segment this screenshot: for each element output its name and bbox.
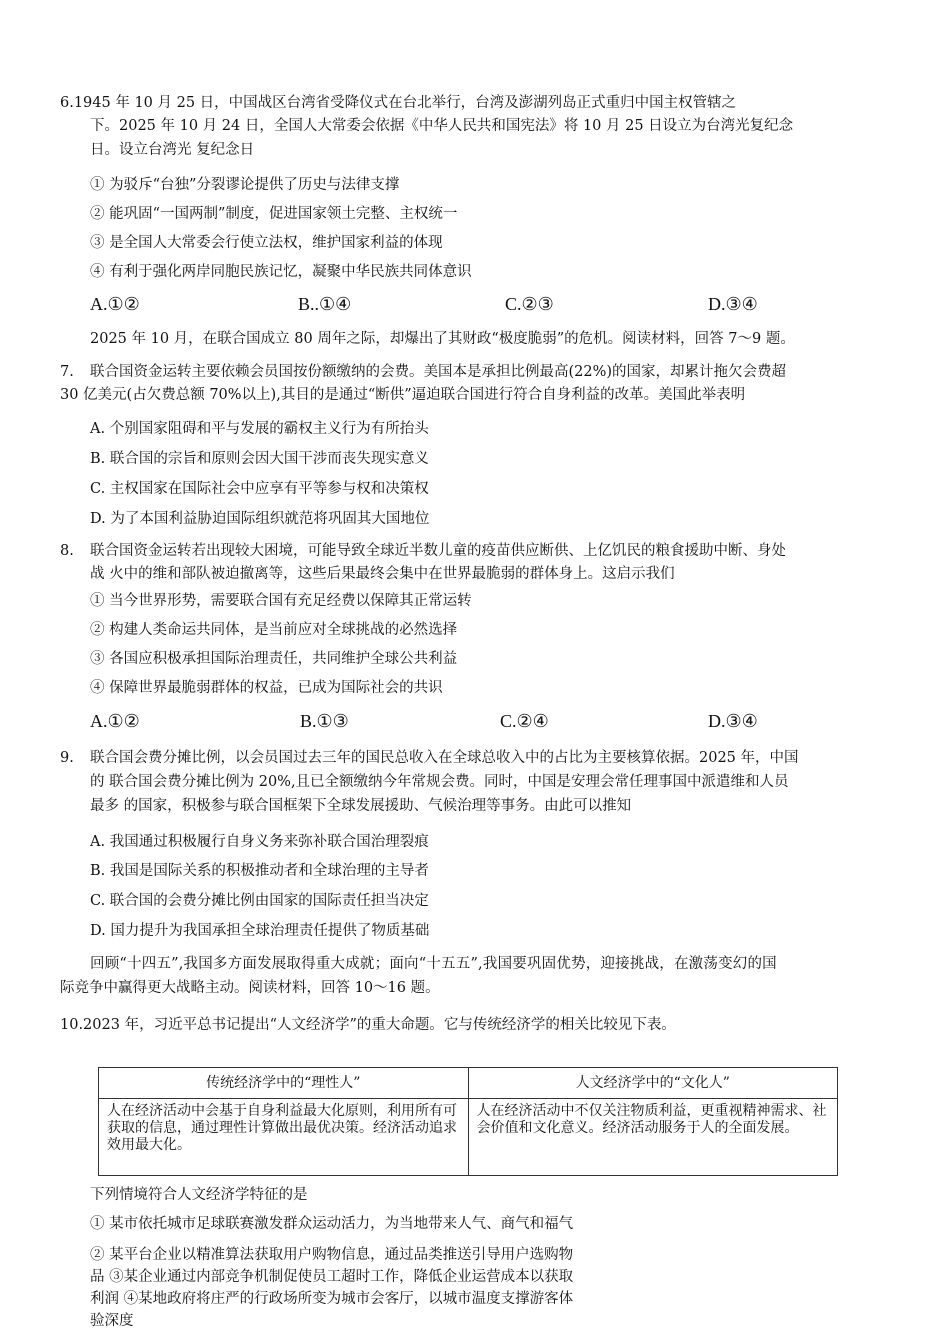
q6-item-3: ③ 是全国人大常委会行使立法权，维护国家利益的体现 bbox=[90, 235, 443, 251]
q8-item-4: ④ 保障世界最脆弱群体的权益，已成为国际社会的共识 bbox=[90, 680, 443, 696]
q9-option-d[interactable]: D. 国力提升为我国承担全球治理责任提供了物质基础 bbox=[90, 923, 430, 939]
q9-number: 9. bbox=[60, 750, 74, 766]
q9-stem-line2: 的 联合国会费分摊比例为 20%,且已全额缴纳今年常规会费。同时，中国是安理会常任理事国中派遣维和人员 bbox=[90, 774, 789, 790]
q7-option-a[interactable]: A. 个别国家阻碍和平与发展的霸权主义行为有所抬头 bbox=[90, 421, 429, 437]
q8-stem-line1: 联合国资金运转若出现较大困境，可能导致全球近半数儿童的疫苗供应断供、上亿饥民的粮食援助中断、身处 bbox=[90, 543, 786, 559]
q6-option-c[interactable]: C.②③ bbox=[505, 294, 554, 314]
q10-item-2-line4: 验深度 bbox=[90, 1313, 134, 1329]
q9-stem-line1: 联合国会费分摊比例，以会员国过去三年的国民总收入在全球总收入中的占比为主要核算依据。2025 年，中国 bbox=[90, 750, 799, 766]
q9-option-c[interactable]: C. 联合国的会费分摊比例由国家的国际责任担当决定 bbox=[90, 893, 429, 909]
q7-option-d[interactable]: D. 为了本国利益胁迫国际组织就范将巩固其大国地位 bbox=[90, 511, 430, 527]
q8-number: 8. bbox=[60, 543, 74, 559]
q7-stem-line2: 30 亿美元(占欠费总额 70%以上),其目的是通过“断供”逼迫联合国进行符合自身利益的改革。美国此举表明 bbox=[60, 387, 746, 403]
q10-item-2-line3: 利润 ④某地政府将庄严的行政场所变为城市会客厅，以城市温度支撑游客体 bbox=[90, 1291, 574, 1307]
intro-7-9: 2025 年 10 月，在联合国成立 80 周年之际，却爆出了其财政“极度脆弱”的危机。阅读材料，回答 7～9 题。 bbox=[90, 331, 795, 347]
q10-item-1: ① 某市依托城市足球联赛激发群众运动活力，为当地带来人气、商气和福气 bbox=[90, 1216, 574, 1232]
q7-stem-line1: 联合国资金运转主要依赖会员国按份额缴纳的会费。美国本是承担比例最高(22%)的国家，却累计拖欠会费超 bbox=[90, 364, 787, 380]
table-cell-cultural: 人在经济活动中不仅关注物质利益，更重视精神需求、社会价值和文化意义。经济活动服务于人的全面发展。 bbox=[468, 1099, 838, 1176]
q6-item-2: ② 能巩固“一国两制”制度，促进国家领土完整、主权统一 bbox=[90, 206, 458, 222]
q8-item-1: ① 当今世界形势，需要联合国有充足经费以保障其正常运转 bbox=[90, 593, 472, 609]
q8-item-3: ③ 各国应积极承担国际治理责任，共同维护全球公共利益 bbox=[90, 651, 458, 667]
intro-10-16-line2: 际竞争中赢得更大战略主动。阅读材料，回答 10～16 题。 bbox=[60, 980, 440, 996]
table-cell-rational: 人在经济活动中会基于自身利益最大化原则，利用所有可获取的信息，通过理性计算做出最优决策。经济活动追求效用最大化。 bbox=[99, 1099, 469, 1176]
q9-option-a[interactable]: A. 我国通过积极履行自身义务来弥补联合国治理裂痕 bbox=[90, 834, 429, 850]
q8-item-2: ② 构建人类命运共同体，是当前应对全球挑战的必然选择 bbox=[90, 622, 458, 638]
q6-item-1: ① 为驳斥“台独”分裂谬论提供了历史与法律支撑 bbox=[90, 177, 400, 193]
table-header-cultural: 人文经济学中的“文化人” bbox=[468, 1068, 838, 1099]
q8-option-b[interactable]: B.①③ bbox=[300, 711, 349, 731]
q7-option-c[interactable]: C. 主权国家在国际社会中应享有平等参与权和决策权 bbox=[90, 481, 429, 497]
q6-option-d[interactable]: D.③④ bbox=[708, 294, 758, 314]
q6-option-b[interactable]: B..①④ bbox=[298, 294, 352, 314]
q8-option-c[interactable]: C.②④ bbox=[500, 711, 549, 731]
q8-option-a[interactable]: A.①② bbox=[90, 711, 140, 731]
q7-number: 7. bbox=[60, 364, 74, 380]
q9-stem-line3: 最多 的国家，积极参与联合国框架下全球发展援助、气候治理等事务。由此可以推知 bbox=[90, 798, 632, 814]
q8-stem-line2: 战 火中的维和部队被迫撤离等，这些后果最终会集中在世界最脆弱的群体身上。这启示我们 bbox=[90, 566, 675, 582]
q7-option-b[interactable]: B. 联合国的宗旨和原则会因大国干涉而丧失现实意义 bbox=[90, 451, 429, 467]
q8-option-d[interactable]: D.③④ bbox=[708, 711, 758, 731]
q10-item-2-line2: 品 ③某企业通过内部竞争机制促使员工超时工作，降低企业运营成本以获取 bbox=[90, 1269, 574, 1285]
q6-stem-line2: 下。2025 年 10 月 24 日，全国人大常委会依据《中华人民共和国宪法》将 10 月 25 日设立为台湾光复纪念 bbox=[90, 118, 794, 134]
q10-question: 下列情境符合人文经济学特征的是 bbox=[90, 1187, 308, 1203]
comparison-table bbox=[98, 1067, 838, 1176]
intro-10-16-line1: 回顾“十四五”,我国多方面发展取得重大成就；面向“十五五”,我国要巩固优势，迎接挑战，在激荡变幻的国 bbox=[90, 956, 777, 972]
q6-stem-line3: 日。设立台湾光 复纪念日 bbox=[90, 142, 255, 158]
q6-stem-line1: 6.1945 年 10 月 25 日，中国战区台湾省受降仪式在台北举行，台湾及澎湖列岛正式重归中国主权管辖之 bbox=[60, 95, 737, 111]
q6-item-4: ④ 有利于强化两岸同胞民族记忆，凝聚中华民族共同体意识 bbox=[90, 264, 472, 280]
q10-stem: 10.2023 年，习近平总书记提出“人文经济学”的重大命题。它与传统经济学的相关比较见下表。 bbox=[60, 1017, 676, 1033]
table-header-rational: 传统经济学中的“理性人” bbox=[99, 1068, 469, 1099]
q6-option-a[interactable]: A.①② bbox=[90, 294, 140, 314]
q10-item-2-line1: ② 某平台企业以精准算法获取用户购物信息，通过品类推送引导用户选购物 bbox=[90, 1247, 574, 1263]
q9-option-b[interactable]: B. 我国是国际关系的积极推动者和全球治理的主导者 bbox=[90, 863, 429, 879]
